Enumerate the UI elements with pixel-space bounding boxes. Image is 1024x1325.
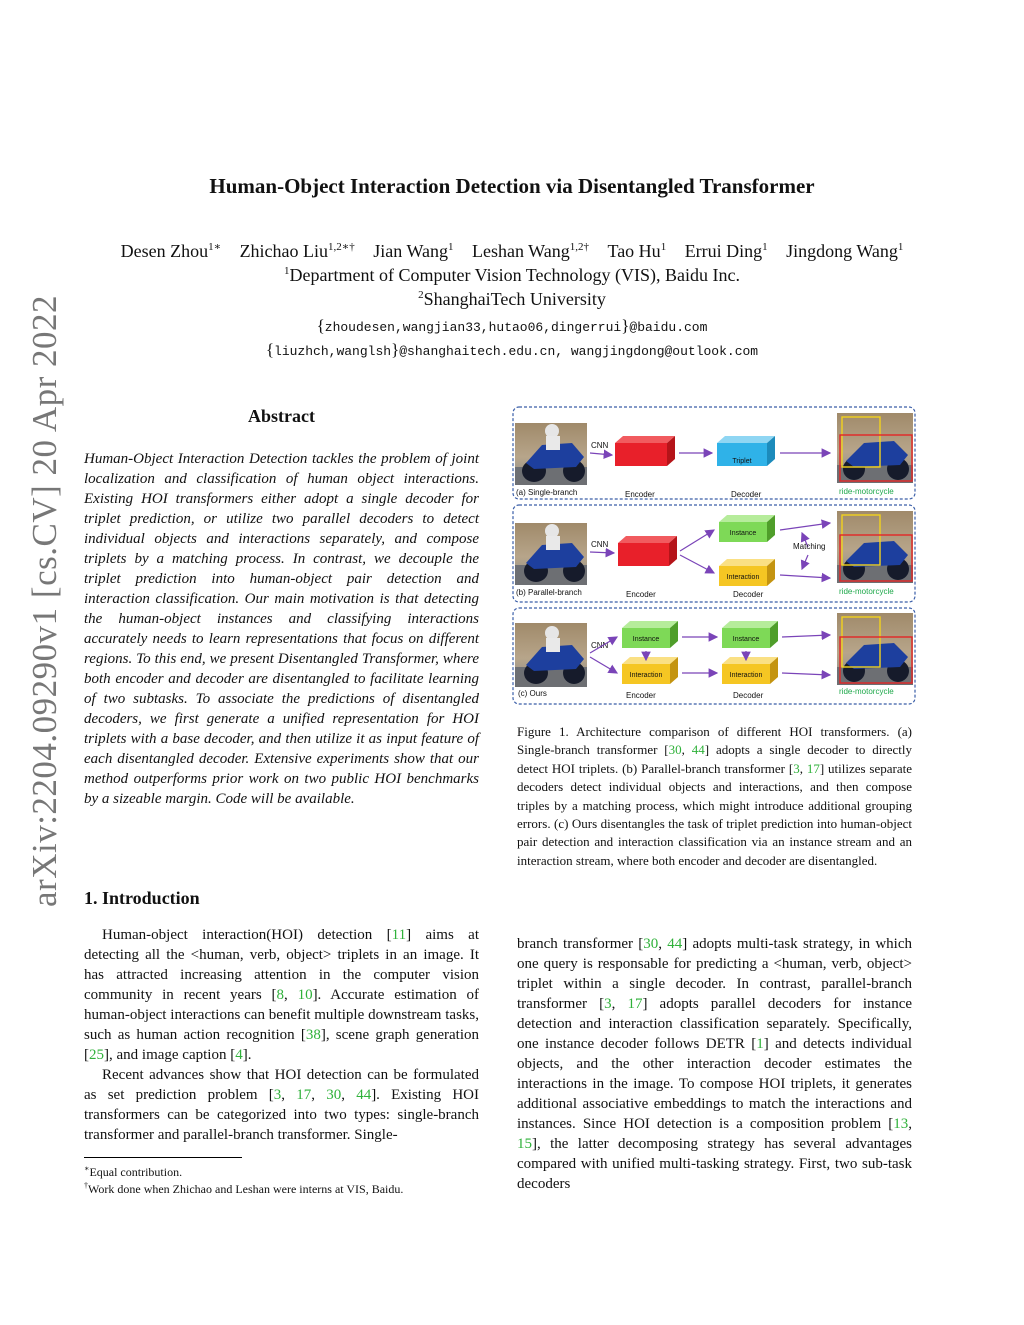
footnote: †Work done when Zhichao and Leshan were interns at VIS, Baidu. — [84, 1181, 404, 1196]
citation-link[interactable]: 3 — [273, 1087, 282, 1103]
citation-link[interactable]: 17 — [296, 1087, 312, 1103]
panel-a-label: (a) Single-branch — [516, 488, 578, 497]
matching-label: Matching — [793, 542, 826, 551]
panel-parallel-branch — [513, 505, 915, 602]
citation-link[interactable]: 44 — [667, 936, 683, 952]
email-line-2: {liuzhch,wanglsh}@shanghaitech.edu.cn, wangjingdong@outlook.com — [265, 340, 759, 359]
interaction-decoder-block — [719, 559, 775, 586]
right-column-body: branch transformer [30, 44] adopts multi-task strategy, in which one query is responsable for predicting a <human, verb, object> triplet within a single decoder. In contrast, parallel-branch transformer [3, 17] adopts parallel decoders for instance detection and interaction classification separately. Specifically, one instance decoder follows DETR [1] and detects individual objects, and the other interaction decoder estimates the interactions in the image. To compose HOI triplets, it generates additional associative embeddings to match the interactions and instances. Since HOI detection is a composition problem [13, 15], the latter decomposing strategy has several advantages compared with unified multi-tasking strategy. First, two sub-task decoders — [517, 936, 913, 1192]
abstract-text: Human-Object Interaction Detection tackles the problem of joint localization and classification of human object interactions. Existing HOI transformers either adopt a single decoder for triplet prediction, or utilize two parallel decoders to detect individual objects and interactions separately, and compose triplets by a matching process. In contrast, we decouple the triplet prediction into human-object pair detection and interaction classification. Our main motivation is that detecting the human-object instances and classifying interactions accurately needs to learn representations that focus on different regions. To this end, we present Disentangled Transformer, where both encoder and decoder are disentangled to facilitate learning of two subtasks. To associate the predictions of disentangled decoders, we first generate a unified representation for HOI triplets with a base decoder, and then utilize it as input feature of each disentangled decoder. Extensive experiments show that our method outperforms prior work on two public HOI benchmarks by a sizeable margin. Code will be available. — [84, 451, 479, 807]
author: Errui Ding$^1$ — [684, 241, 768, 261]
instance-encoder-block — [622, 621, 678, 648]
encoder-block — [615, 436, 675, 466]
citation-link[interactable]: 44 — [356, 1087, 372, 1103]
input-photo — [515, 523, 587, 585]
output-photo — [837, 511, 913, 583]
encoder-label: Encoder — [625, 490, 655, 499]
citation-link[interactable]: 10 — [297, 987, 313, 1003]
citation-link[interactable]: 30 — [668, 742, 682, 758]
arrow — [780, 575, 830, 578]
citation-link[interactable]: 30 — [643, 936, 659, 952]
result-label: ride-motorcycle — [839, 487, 894, 496]
panel-b-label: (b) Parallel-branch — [516, 588, 582, 597]
interaction-decoder-block — [722, 657, 778, 684]
abstract-heading: Abstract — [248, 406, 315, 426]
cnn-label: CNN — [591, 441, 609, 450]
author: Tao Hu$^1$ — [607, 241, 667, 261]
figure-1-diagram — [512, 405, 917, 705]
encoder-label: Encoder — [626, 590, 656, 599]
cnn-label: CNN — [591, 540, 609, 549]
input-photo — [515, 423, 587, 485]
citation-link[interactable]: 25 — [89, 1047, 104, 1063]
citation-link[interactable]: 3 — [604, 996, 612, 1012]
arrow — [680, 530, 714, 551]
citation-link[interactable]: 30 — [326, 1087, 342, 1103]
instance-decoder-block — [722, 621, 778, 648]
citation-link[interactable]: 17 — [806, 760, 820, 776]
author: Jingdong Wang$^1$ — [786, 241, 904, 261]
arrow — [680, 555, 714, 573]
panel-ours — [513, 608, 915, 704]
decoder-label: Decoder — [733, 590, 764, 599]
arrow — [590, 453, 612, 455]
interaction-label: Interaction — [726, 574, 760, 581]
arxiv-identifier: arXiv:2204.09290v1 [cs.CV] 20 Apr 2022 — [25, 294, 64, 907]
instance-decoder-block — [719, 515, 775, 542]
affiliation-1: $^1$Department of Computer Vision Technology (VIS), Baidu Inc. — [284, 265, 740, 285]
citation-link[interactable]: 13 — [893, 1116, 909, 1132]
arrow — [782, 635, 830, 637]
instance-label: Instance — [732, 636, 760, 643]
interaction-label: Interaction — [629, 672, 663, 679]
citation-link[interactable]: 17 — [627, 996, 643, 1012]
interaction-label: Interaction — [729, 672, 763, 679]
email-line-1: {zhoudesen,wangjian33,hutao06,dingerrui}@baidu.com — [316, 316, 708, 335]
output-photo — [837, 613, 913, 685]
citation-link[interactable]: 15 — [517, 1136, 532, 1152]
paragraph: Human-object interaction(HOI) detection [11] aims at detecting all the <human, verb, object> triplets in an image. It has attracted increasing attention in the computer vision community in recent years [8, 10]. Accurate estimation of human-object interactions can benefit multiple downstream tasks, such as human action recognition [38], scene graph generation [25], and image caption [4]. — [84, 927, 480, 1063]
author: Leshan Wang$^{1,2\dagger}$ — [472, 241, 589, 261]
introduction-body — [84, 925, 479, 1145]
arrow — [782, 673, 830, 675]
introduction-heading: 1. Introduction — [84, 888, 200, 908]
author: Jian Wang$^1$ — [373, 241, 454, 261]
paper-title: Human-Object Interaction Detection via Disentangled Transformer — [209, 174, 815, 198]
arrow — [802, 555, 808, 569]
instance-label: Instance — [729, 530, 757, 537]
panel-c-label: (c) Ours — [518, 689, 547, 698]
encoder-label: Encoder — [626, 691, 656, 700]
figure-1-caption: Figure 1. Architecture comparison of different HOI transformers. (a) Single-branch transformer [30, 44] adopts a single decoder to directly detect HOI triplets. (b) Parallel-branch transformer [3, 17] utilizes separate decoders detect individual objects and interactions, and then compose triples by a matching process, which might introduce additional grouping errors. (c) Ours disentangles the task of triplet prediction into human-object pair detection and interaction classification via an instance stream and an interaction stream, where both encoder and decoder are disentangled. — [517, 724, 913, 868]
panel-single-branch — [513, 407, 915, 499]
input-photo — [515, 623, 587, 687]
result-label: ride-motorcycle — [839, 587, 894, 596]
footnote-rule — [84, 1157, 242, 1158]
author: Desen Zhou$^{1∗}$ — [120, 241, 222, 261]
instance-label: Instance — [632, 636, 660, 643]
citation-link[interactable]: 4 — [235, 1047, 243, 1063]
citation-link[interactable]: 3 — [793, 760, 800, 776]
interaction-encoder-block — [622, 657, 678, 684]
decoder-label: Decoder — [731, 490, 762, 499]
triplet-decoder-block — [717, 436, 775, 466]
output-photo — [837, 413, 913, 483]
footnote: ∗Equal contribution. — [84, 1164, 183, 1179]
triplet-label: Triplet — [732, 458, 752, 465]
citation-link[interactable]: 44 — [691, 742, 705, 758]
paragraph: Recent advances show that HOI detection can be formulated as set prediction problem [3, 17, 30, 44]. Existing HOI transformers can be categorized into two types: single-branch transformer and parallel-branch transformer. Single- — [84, 1067, 480, 1143]
arrow — [590, 552, 614, 553]
decoder-label: Decoder — [733, 691, 764, 700]
citation-link[interactable]: 38 — [305, 1027, 321, 1043]
encoder-block — [618, 536, 677, 566]
citation-link[interactable]: 11 — [391, 927, 407, 943]
result-label: ride-motorcycle — [839, 687, 894, 696]
cnn-label: CNN — [591, 641, 609, 650]
arrow — [780, 523, 830, 530]
affiliation-2: $^2$ShanghaiTech University — [418, 289, 606, 309]
arrow — [590, 657, 617, 673]
citation-link[interactable]: 1 — [756, 1036, 764, 1052]
citation-link[interactable]: 8 — [276, 987, 284, 1003]
author: Zhichao Liu$^{1,2∗\dagger}$ — [239, 241, 355, 261]
author-list — [0, 240, 1024, 262]
